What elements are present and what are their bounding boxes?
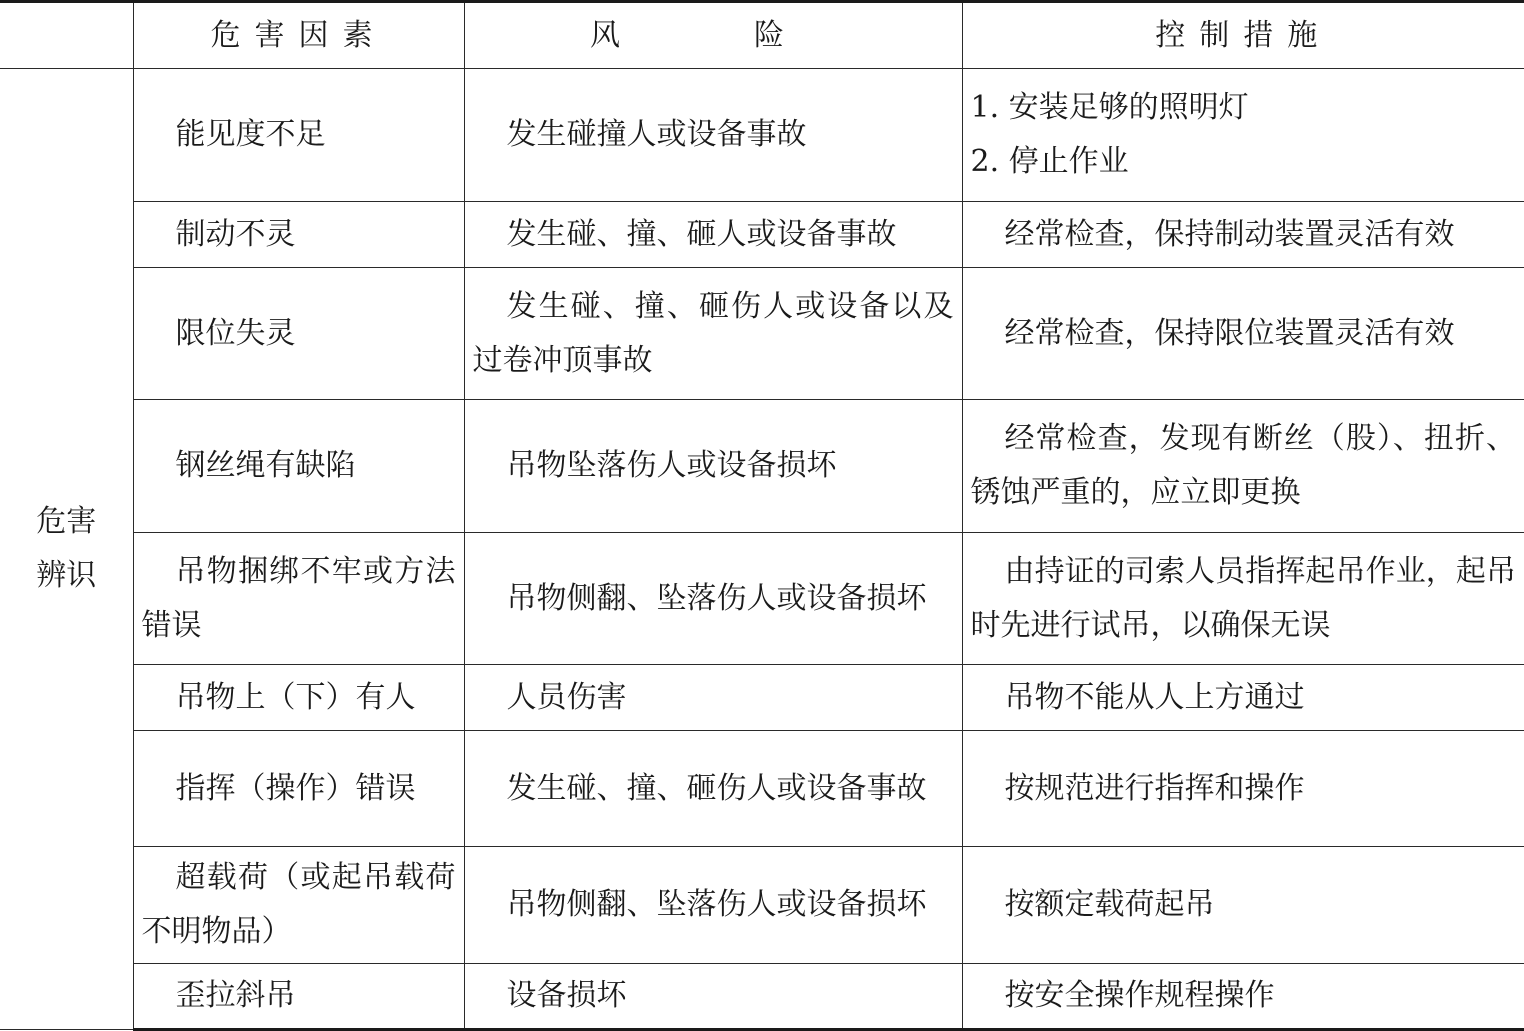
hazard-factor-cell: 能见度不足 <box>133 69 464 202</box>
control-measure-cell: 经常检查，保持限位装置灵活有效 <box>962 268 1524 400</box>
header-hazard-factor: 危害因素 <box>133 2 464 69</box>
risk-cell: 吊物侧翻、坠落伤人或设备损坏 <box>464 847 962 964</box>
table-row <box>0 847 1524 964</box>
hazard-factor-cell: 制动不灵 <box>133 202 464 268</box>
table-row <box>0 69 1524 202</box>
control-measure-cell: 按规范进行指挥和操作 <box>962 731 1524 847</box>
risk-cell: 发生碰、撞、砸伤人或设备以及过卷冲顶事故 <box>464 268 962 400</box>
control-measure-cell: 按安全操作规程操作 <box>962 964 1524 1030</box>
hazard-factor-cell: 指挥（操作）错误 <box>133 731 464 847</box>
risk-cell: 人员伤害 <box>464 665 962 731</box>
header-control-measures: 控制措施 <box>962 2 1524 69</box>
hazard-factor-cell: 限位失灵 <box>133 268 464 400</box>
table-row <box>0 964 1524 1030</box>
hazard-factor-cell: 吊物上（下）有人 <box>133 665 464 731</box>
risk-cell: 发生碰、撞、砸伤人或设备事故 <box>464 731 962 847</box>
table-row <box>0 731 1524 847</box>
control-measure-cell: 经常检查，保持制动装置灵活有效 <box>962 202 1524 268</box>
section-label-hazard-identification <box>0 69 133 1030</box>
control-measure-cell: 由持证的司索人员指挥起吊作业，起吊时先进行试吊，以确保无误 <box>962 533 1524 665</box>
control-measure-cell: 吊物不能从人上方通过 <box>962 665 1524 731</box>
table-row <box>0 400 1524 533</box>
control-measure-cell: 按额定载荷起吊 <box>962 847 1524 964</box>
table-row <box>0 665 1524 731</box>
table-row <box>0 202 1524 268</box>
table-header-row <box>0 2 1524 69</box>
hazard-factor-cell: 超载荷（或起吊载荷不明物品） <box>133 847 464 964</box>
risk-cell: 发生碰撞人或设备事故 <box>464 69 962 202</box>
measure-item: 1. 安装足够的照明灯 <box>970 90 1249 125</box>
risk-cell: 吊物坠落伤人或设备损坏 <box>464 400 962 533</box>
control-measure-cell <box>962 69 1524 202</box>
risk-cell: 发生碰、撞、砸人或设备事故 <box>464 202 962 268</box>
section-label-text: 危害 辨识 <box>36 504 97 593</box>
header-risk: 风 险 <box>464 2 962 69</box>
header-blank <box>0 2 133 69</box>
risk-cell: 吊物侧翻、坠落伤人或设备损坏 <box>464 533 962 665</box>
hazard-factor-cell: 歪拉斜吊 <box>133 964 464 1030</box>
table-row <box>0 268 1524 400</box>
hazard-factor-cell: 吊物捆绑不牢或方法错误 <box>133 533 464 665</box>
risk-cell: 设备损坏 <box>464 964 962 1030</box>
control-measure-cell: 经常检查，发现有断丝（股）、扭折、锈蚀严重的，应立即更换 <box>962 400 1524 533</box>
hazard-factor-cell: 钢丝绳有缺陷 <box>133 400 464 533</box>
measure-item: 2. 停止作业 <box>970 144 1129 179</box>
table-row <box>0 533 1524 665</box>
